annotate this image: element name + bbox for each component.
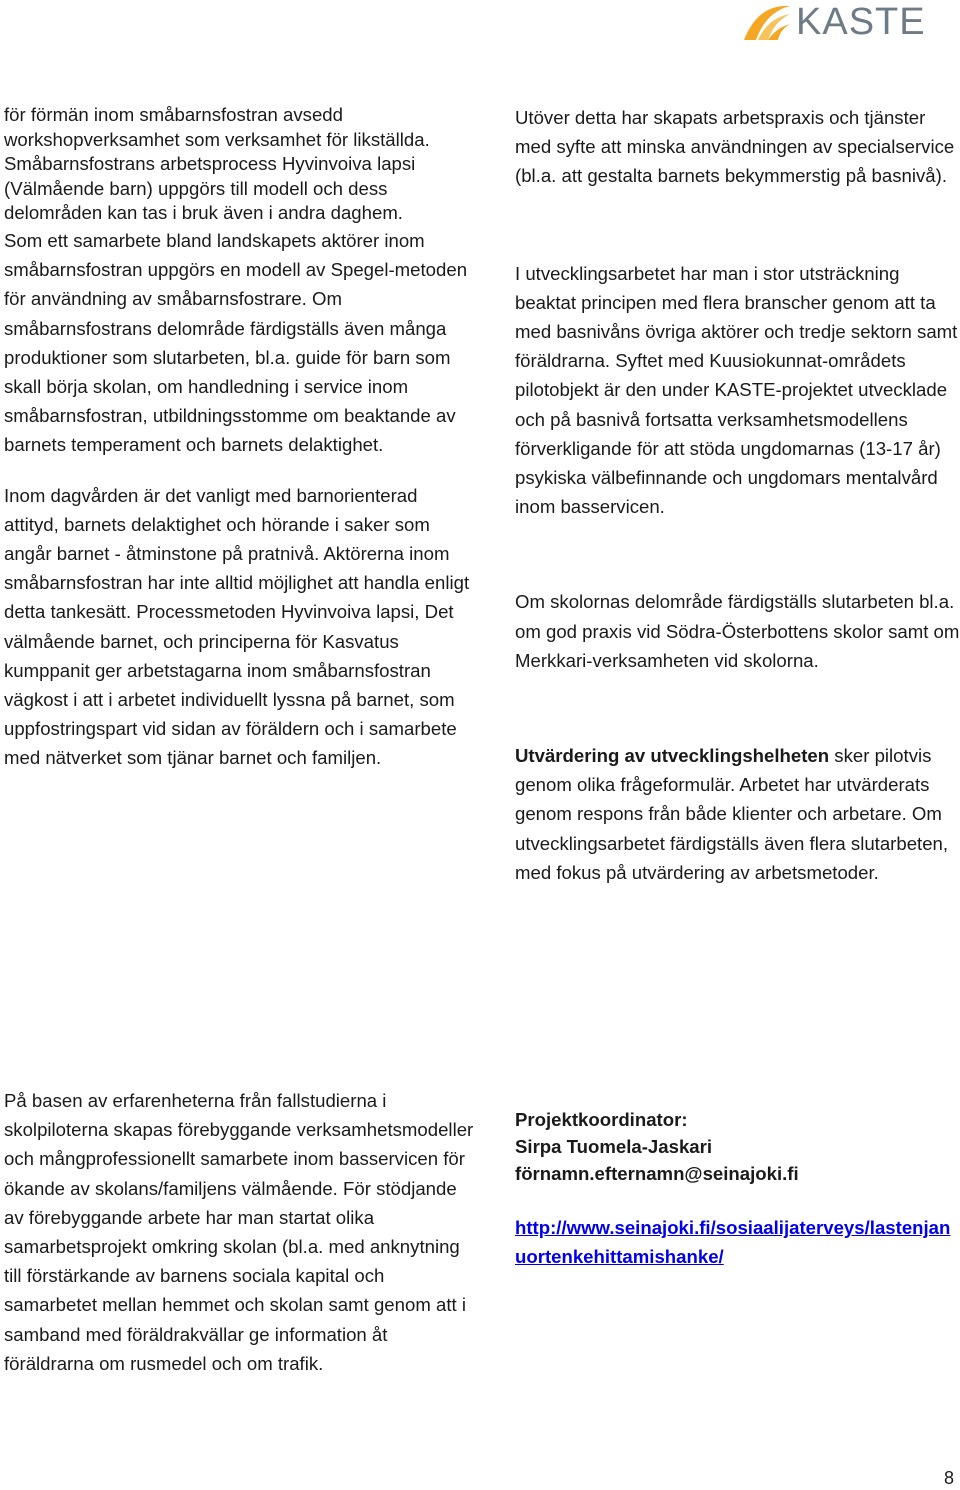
contact-name: Sirpa Tuomela-Jaskari [515, 1136, 713, 1157]
right-column-top [515, 103, 960, 887]
left-column-top [4, 103, 474, 773]
kaste-logo [738, 0, 948, 46]
paragraph-dagvarden: Inom dagvården är det vanligt med barnorienterad attityd, barnets delaktighet och hörande i saker som angår barnet - åtminstone på pratnivå. Aktörerna inom småbarnsfostran har inte alltid möjlighet att handla enligt detta tankesätt. Processmetoden Hyvinvoiva lapsi, Det välmående barnet, och principerna för Kasvatus kumppanit ger arbetstagarna inom småbarnsfostran vägkost i att i arbetet individuellt lyssna på barnet, som uppfostringspart vid sidan av föräldern och i samarbete med nätverket som tjänar barnet och familjen. [4, 484, 470, 769]
utvardering-text: sker pilotvis genom olika frågeformulär. Arbetet har utvärderats genom respons från både klienter och arbetare. Om utvecklingsarbetet färdigställs även flera slutarbeten, med fokus på utvärdering av arbetsmetoder. [515, 745, 949, 883]
paragraph-skolornas-delomrade: Om skolornas delområde färdigställs slutarbeten bl.a. om god praxis vid Södra-Österbottens skolor samt om Merkkari-verksamheten vid skolorna. [515, 591, 960, 671]
paragraph-fallstudierna: På basen av erfarenheterna från fallstudierna i skolpiloterna skapas förebyggande verksamhetsmodeller och mångprofessionellt samarbete inom basservicen för ökande av skolans/familjens välmående. För stödjande av förebyggande arbete har man startat olika samarbetsprojekt omkring skolan (bl.a. med anknytning till förstärkande av barnens sociala kapital och samarbetet mellan hemmet och skolan samt genom att i samband med föräldrakvällar ge information åt föräldrarna om rusmedel och om trafik. [4, 1090, 474, 1374]
left-column-bottom [4, 1086, 474, 1378]
page-number: 8 [943, 1468, 954, 1488]
paragraph-utvecklingsarbetet: I utvecklingsarbetet har man i stor utsträckning beaktat principen med flera branscher genom att ta med basnivåns övriga aktörer och tredje sektorn samt föräldrarna. Syftet med Kuusiokunnat-områdets pilotobjekt är den under KASTE-projektet utvecklade och på basnivå fortsatta verksamhetsmodellens förverkligande för att stöda ungdomarnas (13-17 år) psykiska välbefinnande och ungdomars mentalvård inom basservicen. [515, 262, 958, 518]
contact-block [515, 1106, 960, 1271]
kaste-logo-text: KASTE [796, 1, 926, 43]
paragraph-smabarnsfostran-intro: för förmän inom småbarnsfostran avsedd workshopverksamhet som verksamhet för likställda. Småbarnsfostrans arbetsprocess Hyvinvoiva lapsi (Välmående barn) uppgörs till modell och dess delområden kan tas i bruk även i andra daghem. [4, 104, 430, 224]
paragraph-utvardering [515, 741, 960, 887]
kaste-logo-mark-icon [738, 0, 794, 46]
paragraph-smabarnsfostran-model: Som ett samarbete bland landskapets aktörer inom småbarnsfostran uppgörs en modell av Spegel-metoden för användning av småbarnsfostrare. Om småbarnsfostrans delområde färdigställs även många produktioner som slutarbeten, bl.a. guide för barn som skall börja skolan, om handledning i service inom småbarnsfostran, utbildningsstomme om beaktande av barnets temperament och barnets delaktighet. [4, 229, 468, 456]
paragraph-arbetspraxis: Utöver detta har skapats arbetspraxis och tjänster med syfte att minska användningen av specialservice (bl.a. att gestalta barnets bekymmerstig på basnivå). [515, 107, 955, 187]
utvardering-heading: Utvärdering av utvecklingshelheten [515, 745, 830, 767]
contact-email: förnamn.efternamn@seinajoki.fi [515, 1163, 799, 1184]
project-website-link[interactable]: http://www.seinajoki.fi/sosiaalijaterveys/lastenjanuortenkehittamishanke/ [515, 1217, 951, 1267]
contact-role: Projektkoordinator: [515, 1109, 688, 1130]
